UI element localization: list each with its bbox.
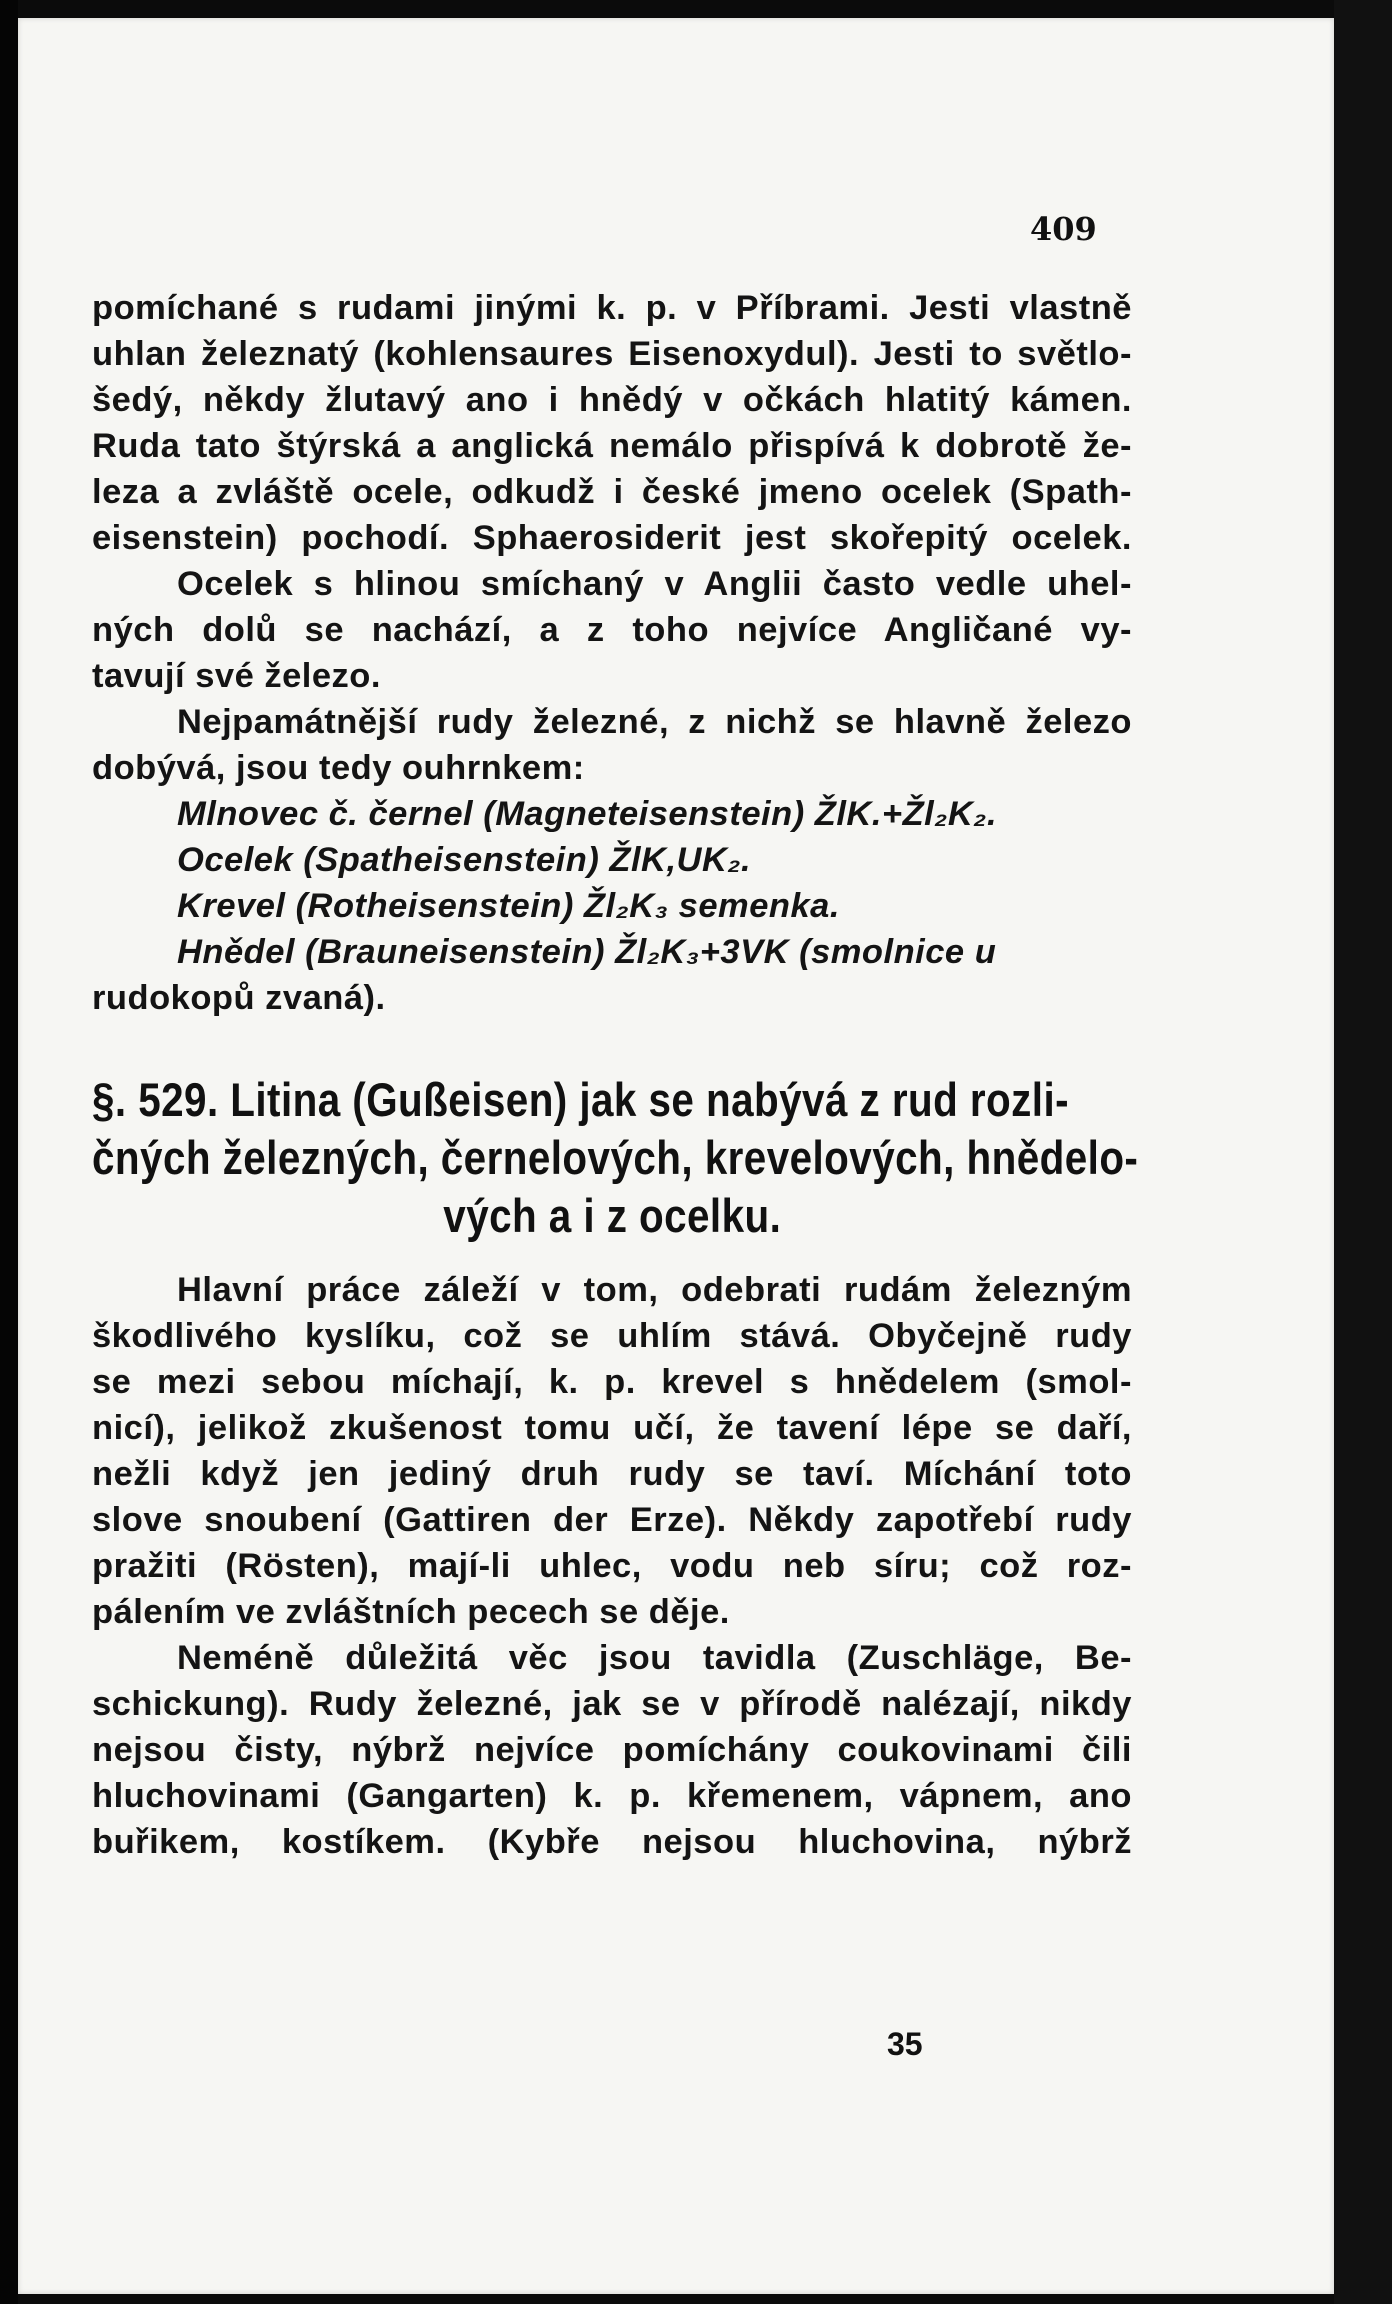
text-line: pálením ve zvláštních pecech se děje. <box>92 1593 730 1631</box>
formula-line: Ocelek (Spatheisenstein) ŽlK,UK₂. <box>177 841 752 879</box>
text-line: Ocelek s hlinou smíchaný v Anglii často vedle uhel- <box>177 565 1132 603</box>
text-line: nežli když jen jediný druh rudy se taví. Míchání toto <box>92 1455 1132 1493</box>
page-number: 409 <box>1030 210 1097 248</box>
text-line: eisenstein) pochodí. Sphaerosiderit jest skořepitý ocelek. <box>92 519 1132 557</box>
text-line: buřikem, kostíkem. (Kybře nejsou hluchovina, nýbrž <box>92 1823 1132 1861</box>
text-line: šedý, někdy žlutavý ano i hnědý v očkách hlatitý kámen. <box>92 381 1132 419</box>
text-line: Ruda tato štýrská a anglická nemálo přispívá k dobrotě že- <box>92 427 1132 465</box>
formula-line: Mlnovec č. černel (Magneteisenstein) ŽlK.+Žl₂K₂. <box>177 795 998 833</box>
text-line: uhlan železnatý (kohlensaures Eisenoxydul). Jesti to světlo- <box>92 335 1132 373</box>
text-line: hluchovinami (Gangarten) k. p. křemenem, vápnem, ano <box>92 1777 1132 1815</box>
text-line: Hlavní práce záleží v tom, odebrati rudám železným <box>177 1271 1132 1309</box>
text-line: leza a zvláště ocele, odkudž i české jmeno ocelek (Spath- <box>92 473 1132 511</box>
text-line: Nejpamátnější rudy železné, z nichž se hlavně železo <box>177 703 1132 741</box>
text-line: slove snoubení (Gattiren der Erze). Někdy zapotřebí rudy <box>92 1501 1132 1539</box>
text-line: rudokopů zvaná). <box>92 979 386 1017</box>
heading-line: čných železných, černelových, krevelových, hnědelo- <box>92 1131 1139 1184</box>
text-line: schickung). Rudy železné, jak se v přírodě nalézají, nikdy <box>92 1685 1132 1723</box>
text-line: se mezi sebou míchají, k. p. krevel s hnědelem (smol- <box>92 1363 1132 1401</box>
scan-edge-left <box>0 0 18 2304</box>
printer-signature-mark: 35 <box>887 2026 923 2062</box>
formula-line: Krevel (Rotheisenstein) Žl₂K₃ semenka. <box>177 887 840 925</box>
text-line: nejsou čisty, nýbrž nejvíce pomíchány coukovinami čili <box>92 1731 1132 1769</box>
text-line: pomíchané s rudami jinými k. p. v Příbrami. Jesti vlastně <box>92 289 1132 327</box>
heading-line: vých a i z ocelku. <box>443 1189 782 1242</box>
page-body <box>92 285 1139 1865</box>
formula-line: Hnědel (Brauneisenstein) Žl₂K₃+3VK (smolnice u <box>177 933 997 971</box>
text-line: tavují své železo. <box>92 657 381 695</box>
text-line: dobývá, jsou tedy ouhrnkem: <box>92 749 585 787</box>
text-line: nicí), jelikož zkušenost tomu učí, že tavení lépe se daří, <box>92 1409 1132 1447</box>
scan-edge-right <box>1334 0 1392 2304</box>
text-line: pražiti (Rösten), mají-li uhlec, vodu neb síru; což roz- <box>92 1547 1132 1585</box>
text-line: Neméně důležitá věc jsou tavidla (Zuschläge, Be- <box>177 1639 1132 1677</box>
section-heading <box>92 1071 1139 1245</box>
heading-line: §. 529. Litina (Gußeisen) jak se nabývá z rud rozli- <box>92 1073 1070 1126</box>
text-line: škodlivého kyslíku, což se uhlím stává. Obyčejně rudy <box>92 1317 1132 1355</box>
text-line: ných dolů se nachází, a z toho nejvíce Angličané vy- <box>92 611 1132 649</box>
